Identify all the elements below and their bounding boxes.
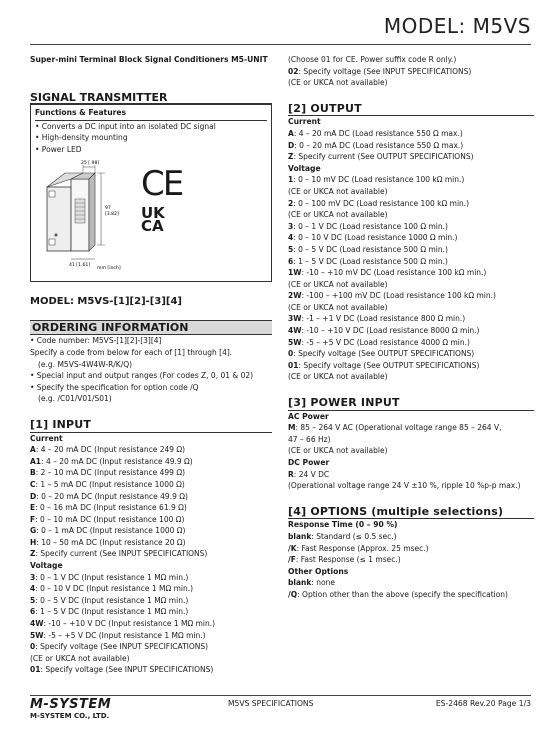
ce-mark: CE — [141, 164, 183, 205]
desc: : Option other than the above (specify the specification) — [297, 589, 508, 599]
code: R — [288, 469, 294, 479]
desc: : 24 V DC — [293, 469, 330, 479]
ac-power-note: (CE or UKCA not available) — [288, 446, 388, 456]
desc: : 0 – 1 V DC (Input resistance 1 MΩ min.) — [35, 572, 189, 582]
desc: : -5 – +5 V DC (Input resistance 1 MΩ min.) — [43, 630, 206, 640]
code: 5W — [288, 337, 302, 347]
ordering-line: (e.g. M5VS-4W4W-R/K/Q) — [38, 359, 133, 369]
desc: : 0 – 10 V DC (Input resistance 1 MΩ min.) — [35, 584, 194, 594]
left-column — [30, 54, 272, 676]
spec-row — [288, 577, 534, 589]
desc: : Fast Response (Approx. 25 msec.) — [296, 543, 429, 553]
code: Z — [30, 549, 36, 559]
dc-power-line — [288, 469, 534, 481]
footer-rule — [30, 695, 531, 696]
spec-row — [30, 618, 272, 630]
desc: : 0 – 20 mA DC (Load resistance 550 Ω max.) — [294, 140, 464, 150]
output-current-list — [288, 128, 534, 163]
desc: : 1 – 5 V DC (Input resistance 1 MΩ min.) — [35, 607, 189, 617]
code: 3 — [30, 572, 36, 582]
desc: : 85 – 264 V AC (Operational voltage range 85 – 264 V, — [295, 423, 502, 433]
code: 01 — [30, 665, 41, 675]
code: A — [288, 128, 294, 138]
logo-sub: M-SYSTEM CO., LTD. — [30, 712, 110, 720]
desc: : 10 – 50 mA DC (Input resistance 20 Ω) — [36, 537, 186, 547]
logo-main: M-SYSTEM — [30, 697, 112, 712]
code: 1W — [288, 268, 302, 278]
ordering-line: (e.g. /C01/V01/S01) — [38, 394, 112, 404]
spec-row — [30, 606, 272, 618]
code: 3 — [288, 221, 294, 231]
certification-marks — [141, 164, 183, 236]
desc: : 0 – 5 V DC (Input resistance 1 MΩ min.) — [35, 595, 189, 605]
code: 6 — [30, 607, 36, 617]
spec-row — [30, 537, 272, 549]
code: blank — [288, 531, 312, 541]
output-voltage-title: Voltage — [288, 163, 321, 173]
spec-note: (CE or UKCA not available) — [288, 279, 388, 289]
dim-top: 25 [.98] — [81, 161, 100, 167]
desc: : 0 – 5 V DC (Load resistance 500 Ω min.) — [293, 244, 448, 254]
code: Z — [288, 152, 294, 162]
response-time-list — [288, 531, 534, 566]
code: blank — [288, 578, 312, 588]
ukca-mark-line2: CA — [141, 217, 164, 236]
ordering-line: • Special input and output ranges (For codes Z, 0, 01 & 02) — [30, 371, 254, 381]
spec-row — [288, 313, 534, 325]
spec-row — [30, 444, 272, 456]
right-column — [288, 54, 534, 601]
code: A — [30, 445, 36, 455]
spec-row — [30, 583, 272, 595]
power-heading: [3] POWER INPUT — [288, 396, 400, 410]
desc: : 0 – 1 V DC (Load resistance 100 Ω min.) — [293, 221, 448, 231]
desc: : 0 – 10 mA DC (Input resistance 100 Ω) — [35, 514, 185, 524]
spec-row — [288, 543, 534, 555]
ac-power-title: AC Power — [288, 411, 329, 421]
spec-row — [30, 479, 272, 491]
input-current-list — [30, 444, 272, 560]
code: 4 — [288, 233, 294, 243]
functions-features-title: Functions & Features — [35, 108, 127, 118]
spec-row — [288, 348, 534, 360]
output-voltage-list — [288, 174, 534, 383]
desc: : Specify voltage (See INPUT SPECIFICATIONS) — [298, 66, 472, 76]
dim-unit: mm [inch] — [97, 266, 121, 272]
feature-item: • High-density mounting — [35, 133, 128, 143]
options-heading: [4] OPTIONS (multiple selections) — [288, 504, 504, 518]
spec-row — [30, 502, 272, 514]
spec-row — [288, 267, 534, 279]
desc: : 4 – 20 mA DC (Input resistance 249 Ω) — [35, 445, 186, 455]
spec-row — [288, 128, 534, 140]
desc: : Fast Response (≤ 1 msec.) — [295, 555, 401, 565]
spec-row — [30, 491, 272, 503]
code: M — [288, 423, 296, 433]
desc: : Specify voltage (See OUTPUT SPECIFICATIONS) — [293, 349, 475, 359]
spec-row — [30, 525, 272, 537]
desc: : Specify current (See INPUT SPECIFICATIONS) — [35, 549, 208, 559]
output-current-title: Current — [288, 117, 321, 127]
input-v02 — [288, 66, 534, 78]
code: 4W — [288, 326, 302, 336]
code: 4 — [30, 584, 36, 594]
spec-row — [30, 595, 272, 607]
spec-row — [288, 151, 534, 163]
desc: : Standard (≤ 0.5 sec.) — [311, 531, 397, 541]
code: 2 — [288, 198, 294, 208]
code: 5 — [30, 595, 36, 605]
code: D — [288, 140, 295, 150]
dim-height-in: [3.82] — [105, 212, 119, 218]
spec-row — [30, 630, 272, 642]
spec-row — [288, 554, 534, 566]
ac-power-line2: 47 – 66 Hz) — [288, 434, 331, 444]
spec-row — [288, 589, 534, 601]
spec-row — [288, 290, 534, 302]
response-time-title: Response Time (0 – 90 %) — [288, 520, 398, 530]
code: 5W — [30, 630, 44, 640]
input-heading: [1] INPUT — [30, 417, 92, 431]
spec-row — [288, 232, 534, 244]
code: 02 — [288, 66, 299, 76]
ukca-mark-line1: UK — [141, 204, 165, 223]
code: 4W — [30, 619, 44, 629]
dim-height: 97 — [105, 206, 111, 212]
model-code: MODEL: M5VS-[1][2]-[3][4] — [30, 296, 182, 308]
desc: : 0 – 10 mV DC (Load resistance 100 kΩ min.) — [293, 175, 465, 185]
desc: : -10 – +10 V DC (Load resistance 8000 Ω min.) — [301, 326, 480, 336]
desc: : -1 – +1 V DC (Load resistance 800 Ω min.) — [301, 314, 466, 324]
company-logo — [30, 698, 111, 721]
desc: : 1 – 5 mA DC (Input resistance 1000 Ω) — [35, 479, 185, 489]
input-current-title: Current — [30, 433, 63, 443]
footer-doc-title: M5VS SPECIFICATIONS — [228, 699, 314, 708]
code: /Q — [288, 589, 298, 599]
desc: : 1 – 5 V DC (Load resistance 500 Ω min.) — [293, 256, 448, 266]
input-v01 — [30, 664, 272, 676]
code: /F — [288, 555, 296, 565]
desc: : 0 – 10 V DC (Load resistance 1000 Ω min.) — [293, 233, 458, 243]
code: H — [30, 537, 37, 547]
spec-row — [30, 572, 272, 584]
ordering-heading: ORDERING INFORMATION — [30, 320, 272, 336]
code: 01 — [288, 360, 299, 370]
ac-power-line — [288, 422, 534, 434]
desc: : -10 – +10 mV DC (Load resistance 100 kΩ min.) — [301, 268, 487, 278]
desc: : 4 – 20 mA DC (Input resistance 49.9 Ω) — [41, 456, 193, 466]
spec-row — [30, 467, 272, 479]
feature-item: • Converts a DC input into an isolated DC signal — [35, 121, 216, 131]
desc: : Specify voltage (See OUTPUT SPECIFICATIONS) — [298, 360, 480, 370]
desc: : 0 – 100 mV DC (Load resistance 100 kΩ min.) — [293, 198, 470, 208]
code: 0 — [288, 349, 294, 359]
spec-row — [30, 514, 272, 526]
desc: : 0 – 20 mA DC (Input resistance 49.9 Ω) — [36, 491, 188, 501]
desc: : -10 – +10 V DC (Input resistance 1 MΩ min.) — [43, 619, 216, 629]
desc: : 0 – 16 mA DC (Input resistance 61.9 Ω) — [35, 503, 187, 513]
feature-item: • Power LED — [35, 144, 82, 154]
code: /K — [288, 543, 297, 553]
code: G — [30, 526, 37, 536]
subtitle: Super-mini Terminal Block Signal Conditioners M5-UNIT — [30, 55, 268, 64]
code: E — [30, 503, 36, 513]
code: 2W — [288, 291, 302, 301]
input-voltage-list — [30, 572, 272, 653]
spec-row — [288, 198, 534, 210]
spec-row — [288, 337, 534, 349]
spec-note: (CE or UKCA not available) — [288, 186, 388, 196]
spec-row — [288, 325, 534, 337]
signal-transmitter-heading: SIGNAL TRANSMITTER — [30, 92, 272, 105]
ordering-line: • Code number: M5VS-[1][2]-[3][4] — [30, 336, 162, 346]
ordering-line: • Specify the specification for option code /Q — [30, 382, 199, 392]
input-voltage-title: Voltage — [30, 561, 63, 571]
spec-row — [30, 548, 272, 560]
desc: : -100 – +100 mV DC (Load resistance 100 kΩ min.) — [301, 291, 496, 301]
spec-row — [288, 221, 534, 233]
spec-row — [288, 256, 534, 268]
code: C — [30, 479, 36, 489]
spec-row — [288, 174, 534, 186]
model-title: MODEL: M5VS — [383, 14, 531, 38]
desc: : 0 – 1 mA DC (Input resistance 1000 Ω) — [36, 526, 186, 536]
dim-bottom: 41 [1.61] — [69, 263, 91, 269]
code: A1 — [30, 456, 42, 466]
spec-note: (CE or UKCA not available) — [288, 210, 388, 220]
code: 3W — [288, 314, 302, 324]
desc: : none — [311, 578, 335, 588]
code: D — [30, 491, 37, 501]
desc: : 2 – 10 mA DC (Input resistance 499 Ω) — [35, 468, 185, 478]
spec-row — [288, 531, 534, 543]
top-rule — [30, 44, 531, 45]
desc: : Specify current (See OUTPUT SPECIFICATIONS) — [293, 152, 474, 162]
other-options-list — [288, 577, 534, 600]
spec-row — [288, 140, 534, 152]
product-dimension-drawing — [35, 159, 145, 271]
code: F — [30, 514, 36, 524]
spec-note: (CE or UKCA not available) — [288, 372, 388, 382]
right-top-note: (CE or UKCA not available) — [288, 78, 388, 88]
code: 5 — [288, 244, 294, 254]
spec-row — [288, 244, 534, 256]
spec-row — [30, 641, 272, 653]
input-note: (CE or UKCA not available) — [30, 653, 130, 663]
right-top-line: (Choose 01 for CE. Power suffix code R only.) — [288, 55, 457, 64]
code: 0 — [30, 642, 36, 652]
code: B — [30, 468, 36, 478]
ordering-line: Specify a code from below for each of [1] through [4]. — [30, 347, 233, 357]
spec-row — [30, 456, 272, 468]
desc: : -5 – +5 V DC (Load resistance 4000 Ω min.) — [301, 337, 470, 347]
footer-page-info: ES-2468 Rev.20 Page 1/3 — [435, 699, 531, 708]
dc-power-note: (Operational voltage range 24 V ±10 %, ripple 10 %p-p max.) — [288, 481, 521, 491]
desc: : 4 – 20 mA DC (Load resistance 550 Ω max.) — [293, 128, 463, 138]
spec-note: (CE or UKCA not available) — [288, 302, 388, 312]
code: 6 — [288, 256, 294, 266]
desc: : Specify voltage (See INPUT SPECIFICATIONS) — [35, 642, 209, 652]
output-heading: [2] OUTPUT — [288, 101, 362, 115]
dc-power-title: DC Power — [288, 458, 330, 467]
functions-features-box — [30, 104, 272, 282]
desc: : Specify voltage (See INPUT SPECIFICATIONS) — [40, 665, 214, 675]
code: 1 — [288, 175, 294, 185]
other-options-title: Other Options — [288, 566, 349, 576]
spec-row — [288, 360, 534, 372]
